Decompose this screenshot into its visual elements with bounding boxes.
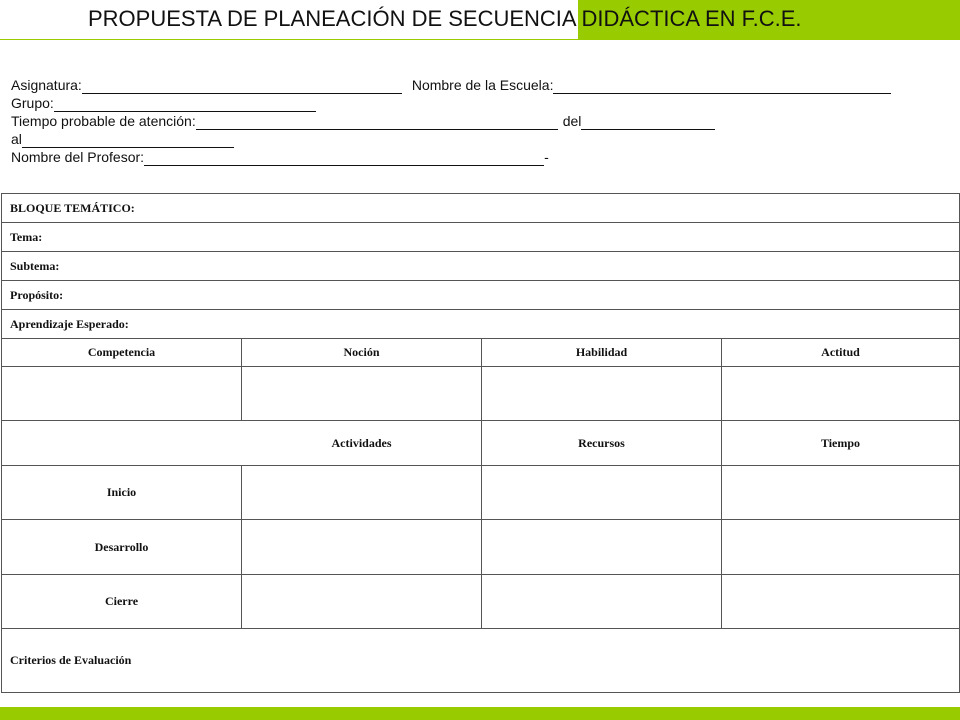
recursos-header: Recursos (482, 421, 722, 466)
cierre-tiempo-cell[interactable] (722, 575, 960, 629)
habilidad-entry-cell[interactable] (482, 367, 722, 421)
del-field[interactable] (581, 115, 715, 130)
grupo-label: Grupo: (11, 95, 54, 111)
tiempo-field[interactable] (196, 115, 558, 130)
profesor-field[interactable] (144, 151, 544, 166)
desarrollo-recursos-cell[interactable] (482, 520, 722, 575)
tiempo-label: Tiempo probable de atención: (11, 113, 196, 129)
nocion-header: Noción (242, 339, 482, 367)
competencia-entry-cell[interactable] (2, 367, 242, 421)
inicio-recursos-cell[interactable] (482, 466, 722, 520)
asignatura-label: Asignatura: (11, 77, 82, 93)
form-row-asignatura (11, 76, 891, 94)
criterios-cell[interactable]: Criterios de Evaluación (2, 629, 960, 693)
desarrollo-actividades-cell[interactable] (242, 520, 482, 575)
cierre-actividades-cell[interactable] (242, 575, 482, 629)
tema-cell[interactable]: Tema: (2, 223, 960, 252)
cierre-label: Cierre (2, 575, 242, 629)
phase-row-inicio (2, 466, 960, 520)
profesor-label: Nombre del Profesor: (11, 149, 145, 165)
table-row-subtema (2, 252, 960, 281)
al-label: al (11, 131, 22, 147)
bloque-cell[interactable]: BLOQUE TEMÁTICO: (2, 194, 960, 223)
criterios-row (2, 629, 960, 693)
proposito-cell[interactable]: Propósito: (2, 281, 960, 310)
form-fields (11, 76, 891, 166)
planning-table (1, 193, 960, 693)
actividades-header: Actividades (2, 421, 482, 466)
footer-accent-bar (0, 707, 960, 720)
grupo-field[interactable] (54, 97, 316, 112)
table-row-bloque (2, 194, 960, 223)
phase-row-desarrollo (2, 520, 960, 575)
al-field[interactable] (22, 133, 234, 148)
table-row-aprendizaje (2, 310, 960, 339)
table-row-proposito (2, 281, 960, 310)
del-label: del (562, 113, 582, 129)
escuela-label: Nombre de la Escuela: (411, 77, 554, 93)
form-row-grupo (11, 94, 891, 112)
inicio-label: Inicio (2, 466, 242, 520)
form-row-tiempo (11, 112, 891, 130)
asignatura-field[interactable] (82, 79, 402, 94)
tiempo-header: Tiempo (722, 421, 960, 466)
inicio-actividades-cell[interactable] (242, 466, 482, 520)
profesor-suffix: - (544, 149, 549, 165)
competency-header-row (2, 339, 960, 367)
competency-entry-row (2, 367, 960, 421)
inicio-tiempo-cell[interactable] (722, 466, 960, 520)
subtema-cell[interactable]: Subtema: (2, 252, 960, 281)
phase-row-cierre (2, 575, 960, 629)
escuela-field[interactable] (553, 79, 891, 94)
aprendizaje-cell[interactable]: Aprendizaje Esperado: (2, 310, 960, 339)
form-row-al (11, 130, 891, 148)
actitud-header: Actitud (722, 339, 960, 367)
header-underline (0, 39, 578, 40)
desarrollo-tiempo-cell[interactable] (722, 520, 960, 575)
table-row-tema (2, 223, 960, 252)
form-row-profesor (11, 148, 891, 166)
actitud-entry-cell[interactable] (722, 367, 960, 421)
cierre-recursos-cell[interactable] (482, 575, 722, 629)
desarrollo-label: Desarrollo (2, 520, 242, 575)
nocion-entry-cell[interactable] (242, 367, 482, 421)
competencia-header: Competencia (2, 339, 242, 367)
page-title: PROPUESTA DE PLANEACIÓN DE SECUENCIA DIDÁCTICA EN F.C.E. (88, 6, 802, 31)
habilidad-header: Habilidad (482, 339, 722, 367)
activity-header-row (2, 421, 960, 466)
